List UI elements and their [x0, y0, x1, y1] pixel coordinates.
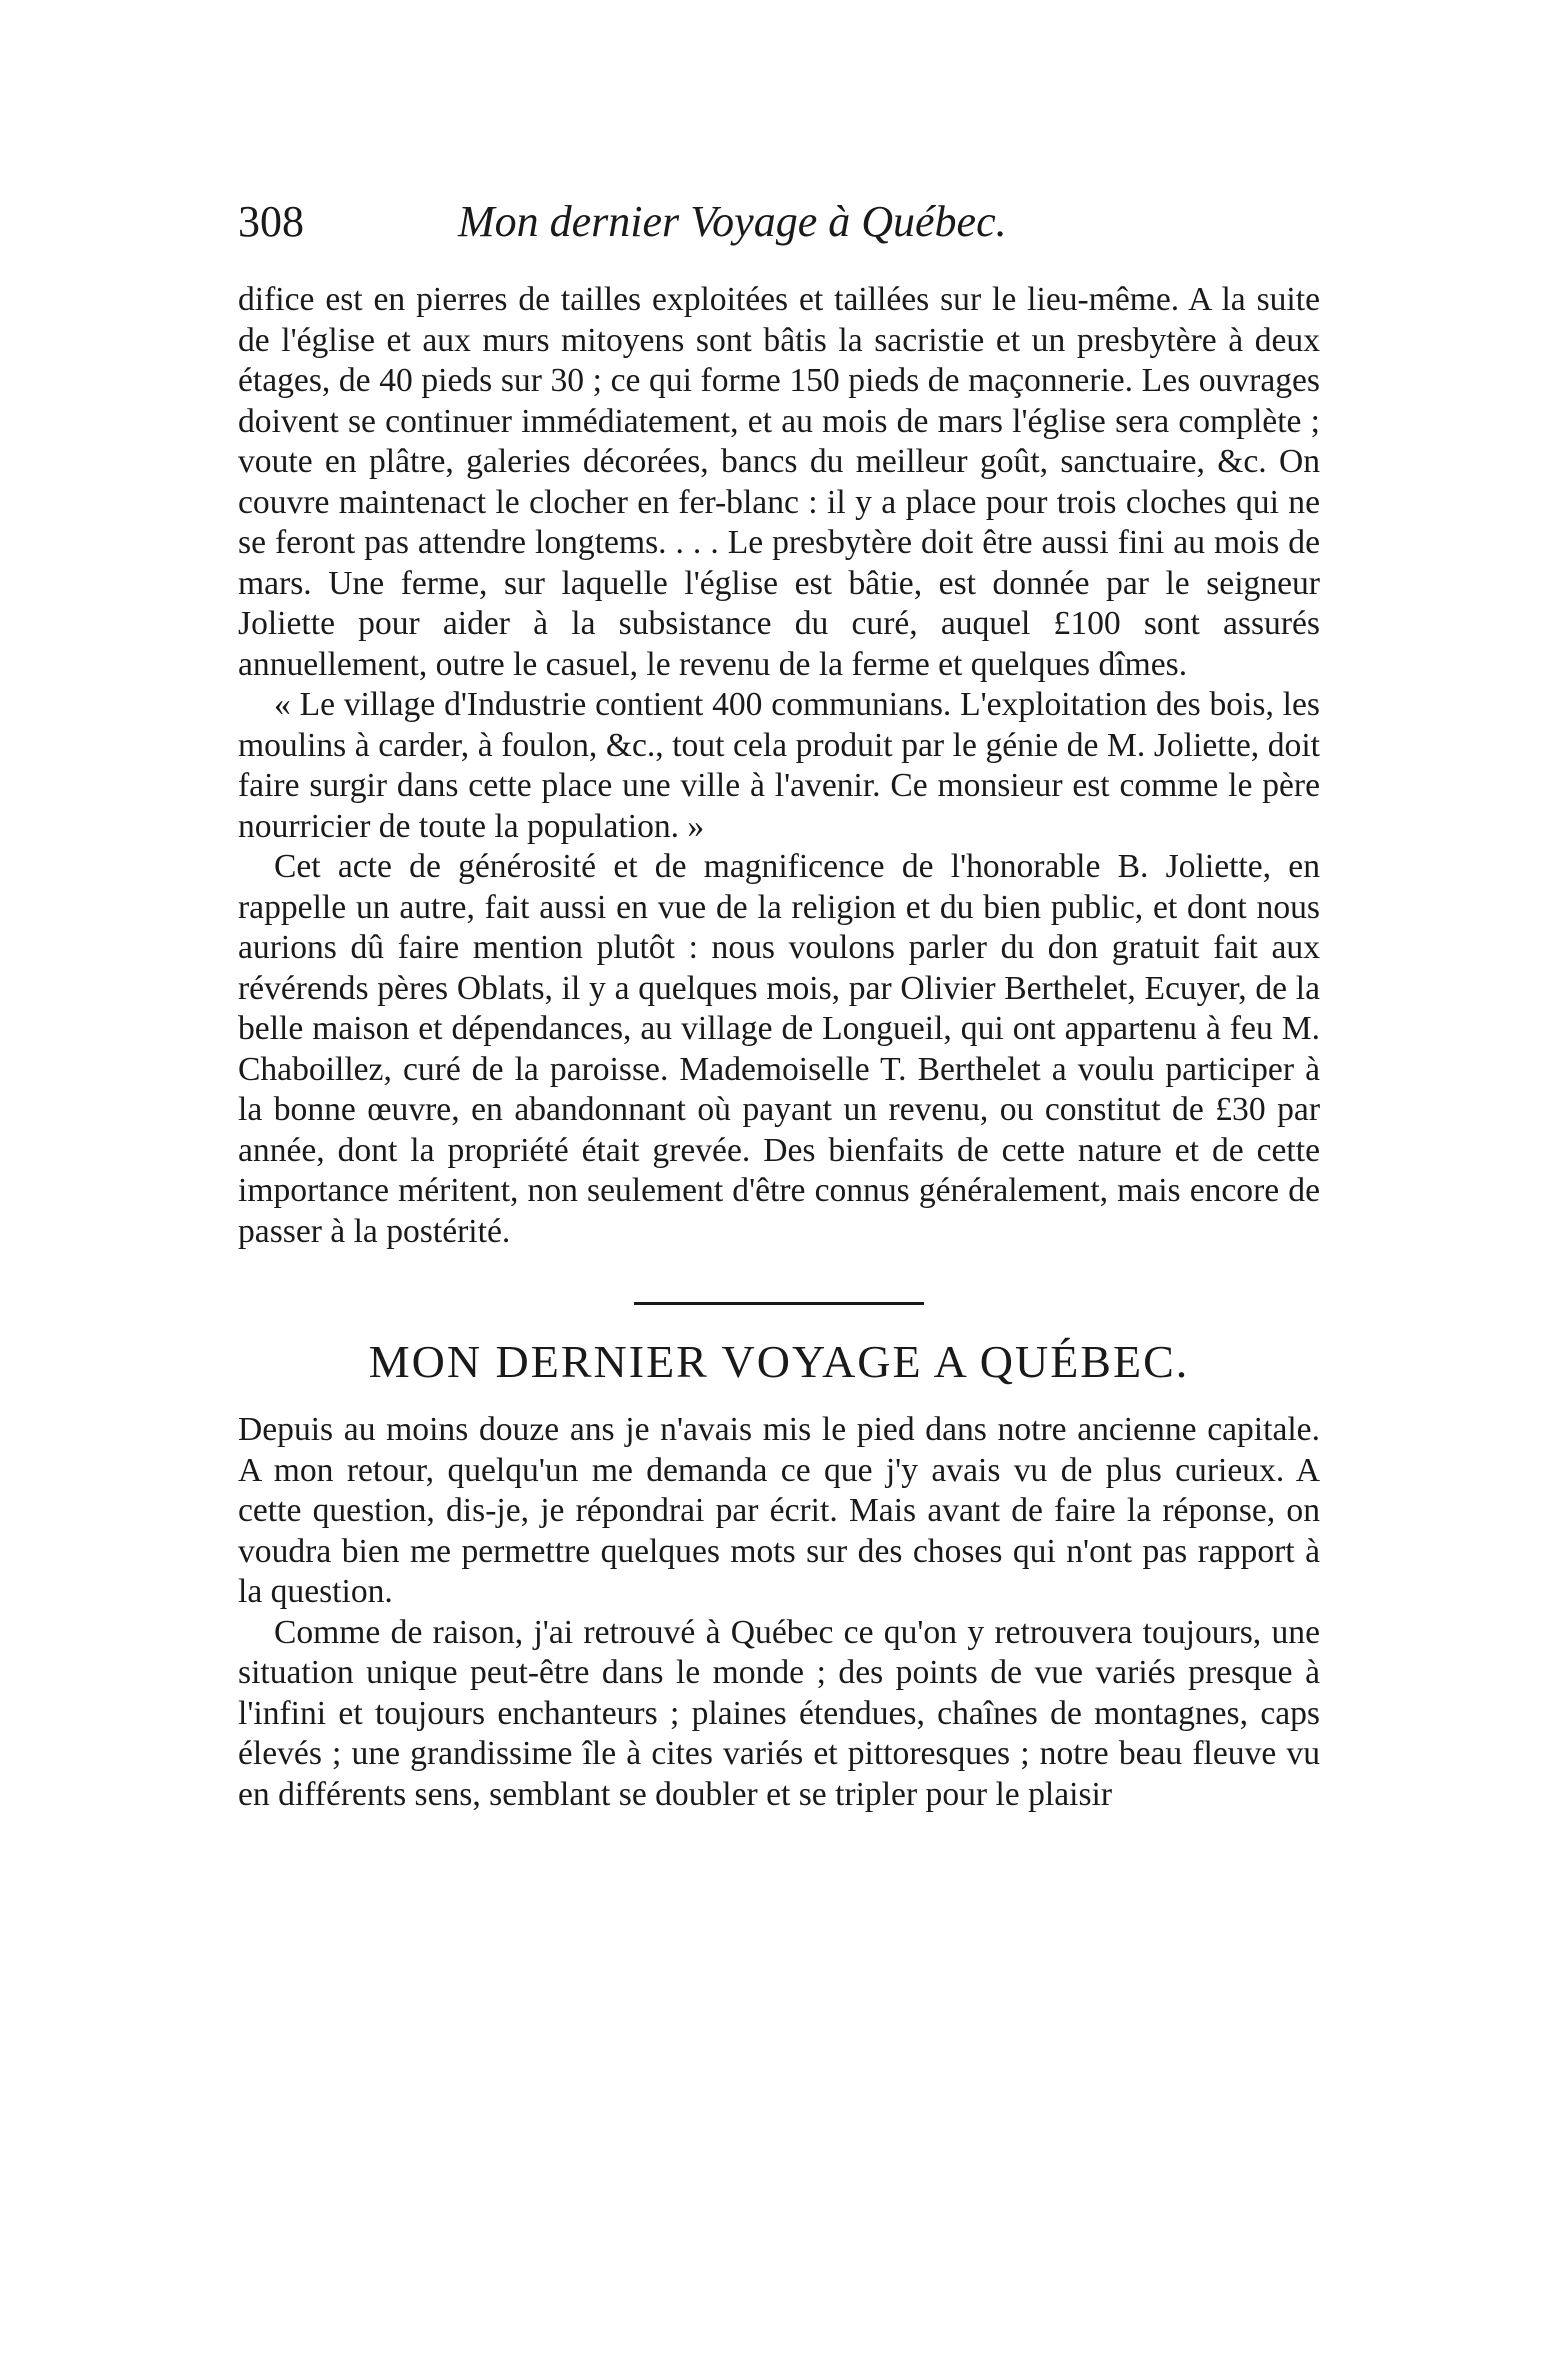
page-number: 308 [238, 197, 304, 246]
new-article [238, 1410, 1320, 1815]
paragraph-quebec-situation: Comme de raison, j'ai retrouvé à Québec ce qu'on y retrouvera toujours, une situation unique peut-être dans le monde ; des points de vue variés presque à l'infini et toujours enchanteurs ; plaines étendues, chaînes de montagnes, caps élevés ; une grandissime île à cites variés et pittoresques ; notre beau fleuve vu en différents sens, semblant se doubler et se tripler pour le plaisir [238, 1613, 1320, 1813]
article-continuation [238, 280, 1320, 1252]
section-divider [634, 1302, 924, 1305]
paragraph-generosity: Cet acte de générosité et de magnificence de l'honorable B. Joliette, en rappelle un autre, fait aussi en vue de la religion et du bien public, et dont nous aurions dû faire mention plutôt : nous voulons parler du don gratuit fait aux révérends pères Oblats, il y a quelques mois, par Olivier Berthelet, Ecuyer, de la belle maison et dépendances, au village de Longueil, qui ont appartenu à feu M. Chaboillez, curé de la paroisse. Mademoiselle T. Berthelet a voulu participer à la bonne œuvre, en abandonnant où payant un revenu, ou constitut de £30 par année, dont la propriété était grevée. Des bienfaits de cette nature et de cette importance méritent, non seulement d'être connus généralement, mais encore de passer à la postérité. [238, 848, 1320, 1250]
section-title: MON DERNIER VOYAGE A QUÉBEC. [368, 1336, 1190, 1387]
paragraph-village-industrie: « Le village d'Industrie contient 400 communians. L'exploitation des bois, les moulins à carder, à foulon, &c., tout cela produit par le génie de M. Joliette, doit faire surgir dans cette place une ville à l'avenir. Ce monsieur est comme le père nourricier de toute la population. » [238, 686, 1320, 845]
paragraph-church-description: difice est en pierres de tailles exploitées et taillées sur le lieu-même. A la suite de l'église et aux murs mitoyens sont bâtis la sacristie et un presbytère à deux étages, de 40 pieds sur 30 ; ce qui forme 150 pieds de maçonnerie. Les ouvrages doivent se continuer immédiatement, et au mois de mars l'église sera complète ; voute en plâtre, galeries décorées, bancs du meilleur goût, sanctuaire, &c. On couvre maintenact le clocher en fer-blanc : il y a place pour trois cloches qui ne se feront pas attendre longtems. . . . Le presbytère doit être aussi fini au mois de mars. Une ferme, sur laquelle l'église est bâtie, est donnée par le seigneur Joliette pour aider à la subsistance du curé, auquel £100 sont assurés annuellement, outre le casuel, le revenu de la ferme et quelques dîmes. [238, 281, 1320, 683]
running-title: Mon dernier Voyage à Québec. [458, 197, 1007, 246]
page-header [238, 196, 1320, 256]
book-page [238, 196, 1320, 2306]
paragraph-opening: Depuis au moins douze ans je n'avais mis le pied dans notre ancienne capitale. A mon retour, quelqu'un me demanda ce que j'y avais vu de plus curieux. A cette question, dis-je, je répondrai par écrit. Mais avant de faire la réponse, on voudra bien me permettre quelques mots sur des choses qui n'ont pas rapport à la question. [238, 1411, 1320, 1610]
